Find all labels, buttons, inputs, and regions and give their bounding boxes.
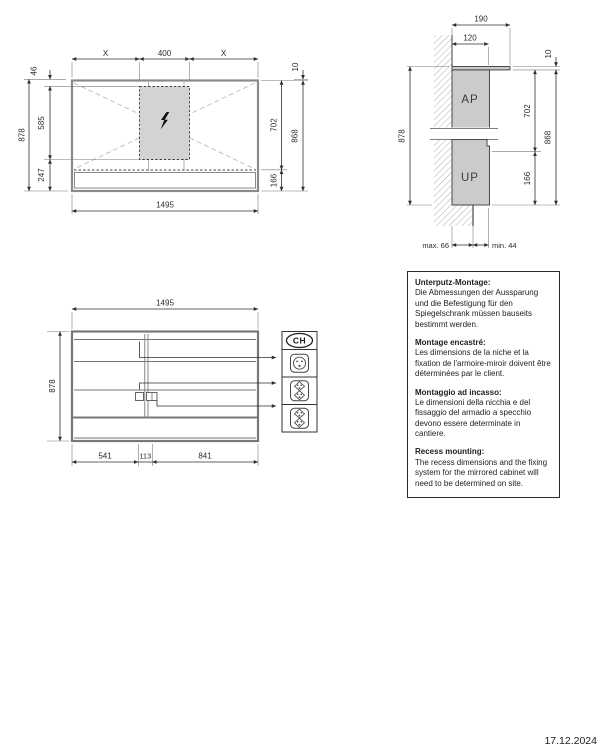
dim-label-585: 585 <box>37 116 46 130</box>
dim-label-x-right: X <box>220 49 227 58</box>
side-dim-right <box>492 49 560 205</box>
dim-label-x-left: X <box>102 49 109 58</box>
country-label: CH <box>292 335 307 346</box>
label-ap: AP <box>461 94 479 106</box>
interior-dim-bottom <box>72 444 258 466</box>
front-bottom-shelf <box>75 173 256 189</box>
dim-label-10-front: 10 <box>291 62 300 72</box>
dim-label-166-side: 166 <box>523 171 532 186</box>
interior-dim-top <box>72 299 258 330</box>
info-section-en <box>415 447 552 489</box>
dim-label-841: 841 <box>198 451 212 461</box>
dim-label-868-side: 868 <box>543 130 553 145</box>
front-dim-right <box>261 62 308 191</box>
info-body-fr: Les dimensions de la niche et la fixation de l'armoire-miroir doivent être déterminées par le client. <box>415 348 551 379</box>
interior-dim-left <box>47 332 69 442</box>
socket-legend-panel <box>282 332 317 433</box>
internal-socket-boxes <box>136 393 158 401</box>
dim-label-702-front: 702 <box>269 118 279 132</box>
mounting-info-box <box>407 271 560 498</box>
info-title-de: Unterputz-Montage: <box>415 278 491 287</box>
info-section-it <box>415 388 552 440</box>
dim-label-541: 541 <box>98 451 112 461</box>
label-up: UP <box>461 172 479 184</box>
dim-label-400: 400 <box>157 49 172 58</box>
dim-label-46: 46 <box>29 66 39 76</box>
side-dim-top <box>452 15 510 66</box>
dim-label-878-side: 878 <box>397 129 407 143</box>
single-socket-icon <box>291 354 309 372</box>
dim-label-min44: min. 44 <box>492 241 517 250</box>
info-section-fr <box>415 338 552 380</box>
double-socket-icon <box>291 408 309 428</box>
dim-label-max66: max. 66 <box>422 241 449 250</box>
front-view <box>18 49 309 214</box>
info-title-fr: Montage encastré: <box>415 337 486 347</box>
interior-view <box>47 299 317 467</box>
front-dim-bottom <box>72 194 258 214</box>
info-title-it: Montaggio ad incasso: <box>415 387 502 397</box>
dim-label-702-side: 702 <box>523 104 532 118</box>
info-body-de: Die Abmessungen der Aussparung und die Befestigung für den Spiegelschrank müssen bauseits bestimmt werden. <box>415 288 539 329</box>
dim-label-190: 190 <box>474 14 488 24</box>
dim-label-1495-interior: 1495 <box>156 298 174 308</box>
wall-hatch-upper <box>434 35 452 129</box>
side-view <box>398 15 561 251</box>
document-date: 17.12.2024 <box>544 735 597 747</box>
info-title-en: Recess mounting: <box>415 447 485 457</box>
front-dim-top <box>72 49 258 80</box>
info-body-en: The recess dimensions and the fixing system for the mirrored cabinet will need to be determined on site. <box>415 457 548 488</box>
dim-label-868-front: 868 <box>290 129 300 143</box>
info-section-de <box>415 278 552 330</box>
dim-label-120: 120 <box>463 33 477 43</box>
interior-cabinet-outline <box>72 332 258 442</box>
info-body-it: Le dimensioni della nicchia e del fissaggio del armadio a specchio devono essere determinate in cantiere. <box>415 397 532 439</box>
top-panel-flange <box>452 67 510 70</box>
dim-label-1495-front: 1495 <box>156 200 174 210</box>
dim-label-247: 247 <box>37 168 46 182</box>
dim-label-878-interior: 878 <box>48 379 57 393</box>
dim-label-878-front: 878 <box>17 128 27 142</box>
dim-label-113: 113 <box>139 451 152 461</box>
dim-label-10-side: 10 <box>544 49 553 59</box>
dim-label-166-front: 166 <box>269 173 279 188</box>
double-socket-icon <box>291 381 309 401</box>
